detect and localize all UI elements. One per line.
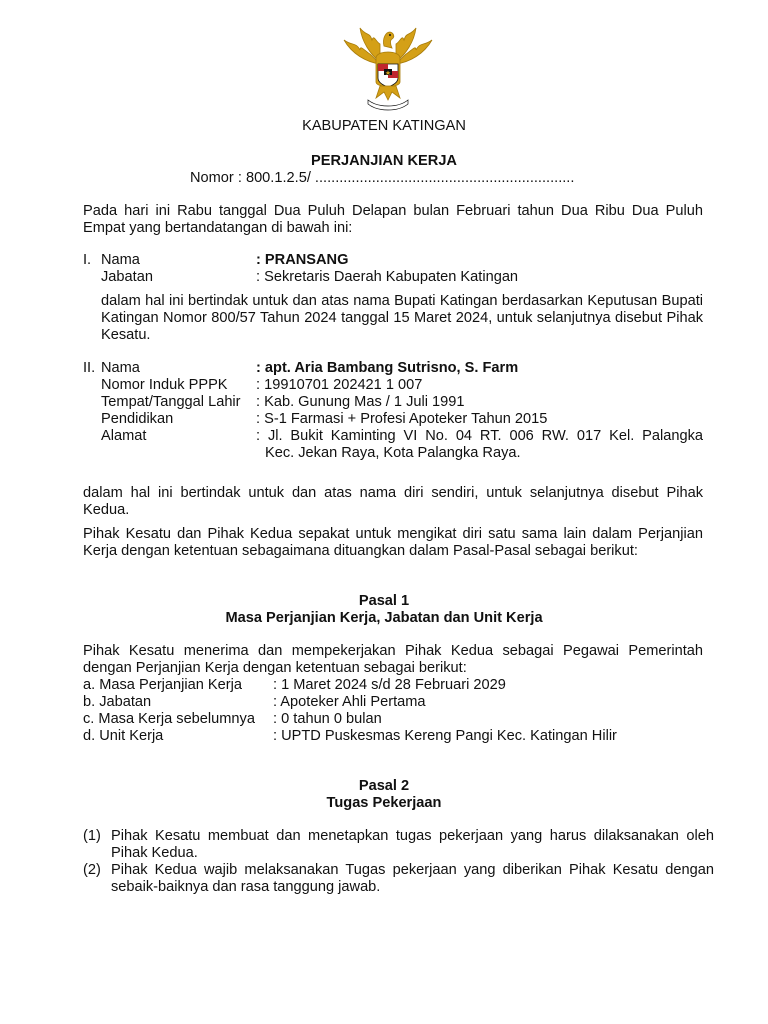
party2-nip-label: Nomor Induk PPPK <box>101 377 228 393</box>
pasal2-item-text: Pihak Kesatu membuat dan menetapkan tugas pekerjaan yang harus dilaksanakan oleh Pihak Kedua. <box>111 828 714 861</box>
party2-alamat-continuation: Kec. Jekan Raya, Kota Palangka Raya. <box>265 445 521 461</box>
party2-alamat-label: Alamat <box>101 428 147 444</box>
party1-nama-value: : PRANSANG <box>256 252 349 268</box>
party1-jabatan-value: : Sekretaris Daerah Kabupaten Katingan <box>256 269 519 285</box>
pasal2-item-text: Pihak Kedua wajib melaksanakan Tugas pekerjaan yang diberikan Pihak Kesatu dengan sebaik-baiknya dan rasa tanggung jawab. <box>111 862 714 895</box>
region-name: KABUPATEN KATINGAN <box>302 118 466 134</box>
document-number: Nomor : 800.1.2.5/ ................................................................ <box>190 170 575 186</box>
party2-nama-label: Nama <box>101 360 140 376</box>
pasal1-subheading: Masa Perjanjian Kerja, Jabatan dan Unit Kerja <box>225 610 543 626</box>
party1-description: dalam hal ini bertindak untuk dan atas nama Bupati Katingan berdasarkan Keputusan Bupati Katingan Nomor 800/57 Tahun 2024 tanggal 15 Maret 2024, untuk selanjutnya disebut Pihak Kesatu. <box>101 293 703 343</box>
pasal1-item-value: : 0 tahun 0 bulan <box>273 711 382 727</box>
party1-nama-label: Nama <box>101 252 140 268</box>
party2-ttl-label: Tempat/Tanggal Lahir <box>101 394 241 410</box>
pasal1-item-label: d. Unit Kerja <box>83 728 164 744</box>
party2-pendidikan-label: Pendidikan <box>101 411 174 427</box>
party1-number: I. <box>83 252 92 268</box>
pasal2-heading: Pasal 2 <box>358 778 410 794</box>
party1-jabatan-label: Jabatan <box>101 269 153 285</box>
party2-description: dalam hal ini bertindak untuk dan atas nama diri sendiri, untuk selanjutnya disebut Pihak Kedua. <box>83 485 703 518</box>
party2-nama-value: : apt. Aria Bambang Sutrisno, S. Farm <box>256 360 519 376</box>
pasal1-item-value: : Apoteker Ahli Pertama <box>273 694 426 710</box>
pasal1-intro: Pihak Kesatu menerima dan mempekerjakan Pihak Kedua sebagai Pegawai Pemerintah dengan Perjanjian Kerja dengan ketentuan sebagai berikut: <box>83 643 703 676</box>
party2-pendidikan-value: : S-1 Farmasi + Profesi Apoteker Tahun 2015 <box>256 411 548 427</box>
intro-paragraph: Pada hari ini Rabu tanggal Dua Puluh Delapan bulan Februari tahun Dua Ribu Dua Puluh Empat yang bertandatangan di bawah ini: <box>83 203 703 236</box>
pasal1-heading: Pasal 1 <box>358 593 410 609</box>
party2-number: II. <box>83 360 96 376</box>
pasal1-item-value: : 1 Maret 2024 s/d 28 Februari 2029 <box>273 677 506 693</box>
document-title: PERJANJIAN KERJA <box>311 153 457 169</box>
pasal1-item-label: a. Masa Perjanjian Kerja <box>83 677 242 693</box>
pasal1-item-value: : UPTD Puskesmas Kereng Pangi Kec. Katingan Hilir <box>273 728 617 744</box>
party2-nip-value: : 19910701 202421 1 007 <box>256 377 423 393</box>
party2-alamat-value: : Jl. Bukit Kaminting VI No. 04 RT. 006 RW. 017 Kel. Palangka <box>256 428 703 444</box>
party2-ttl-value: : Kab. Gunung Mas / 1 Juli 1991 <box>256 394 465 410</box>
agreement-paragraph: Pihak Kesatu dan Pihak Kedua sepakat untuk mengikat diri satu sama lain dalam Perjanjian Kerja dengan ketentuan sebagaimana dituangkan dalam Pasal-Pasal sebagai berikut: <box>83 526 703 559</box>
pasal1-item-label: b. Jabatan <box>83 694 152 710</box>
pasal2-item-number: (1) <box>83 828 101 844</box>
pasal2-item-number: (2) <box>83 862 101 878</box>
garuda-emblem-icon <box>340 24 436 114</box>
pasal1-item-label: c. Masa Kerja sebelumnya <box>83 711 255 727</box>
pasal2-subheading: Tugas Pekerjaan <box>326 795 442 811</box>
